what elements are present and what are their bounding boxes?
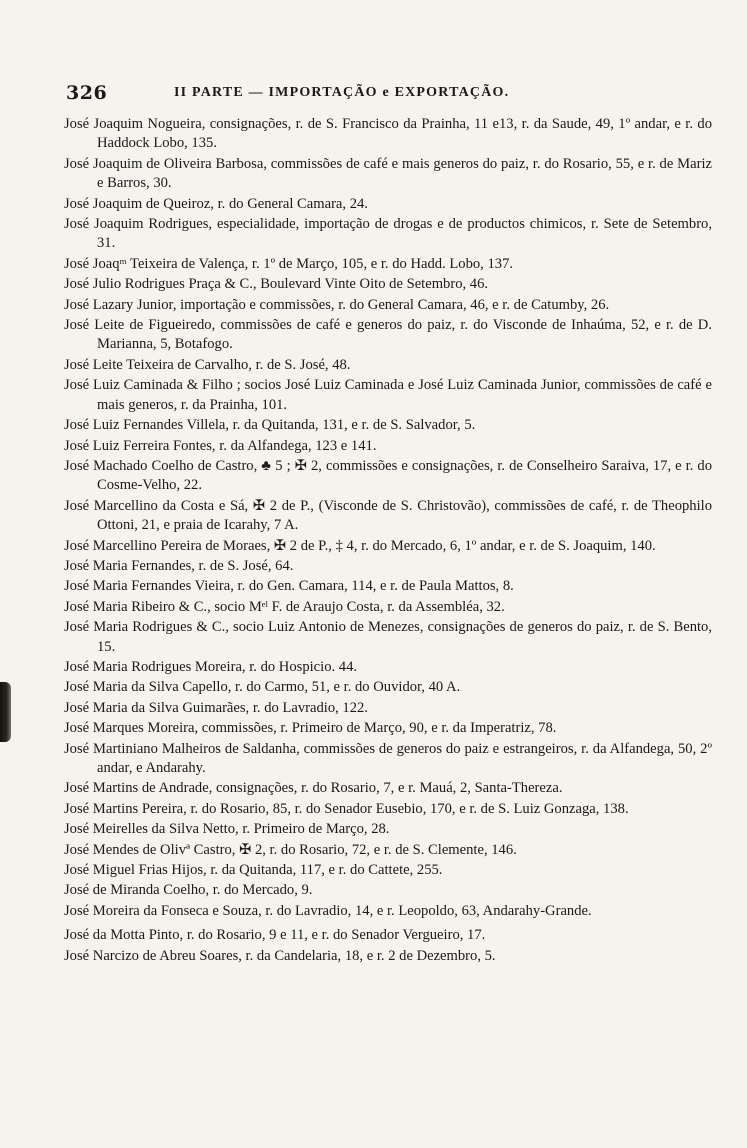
directory-entry: José Leite de Figueiredo, commissões de café e generos do paiz, r. do Visconde de Inhaúma, 52, e r. de D. Marianna, 5, Botafogo.: [64, 317, 712, 353]
directory-entry: José Martins de Andrade, consignações, r. do Rosario, 7, e r. Mauá, 2, Santa-Thereza.: [64, 780, 563, 797]
directory-entry: José Joaqᵐ Teixeira de Valença, r. 1º de Março, 105, e r. do Hadd. Lobo, 137.: [64, 255, 514, 272]
directory-entry: José Luiz Caminada & Filho ; socios José Luiz Caminada e José Luiz Caminada Junior, commissões de café e mais generos, r. da Prainha, 101.: [64, 377, 712, 413]
directory-entry: José Maria Ribeiro & C., socio Mᵉˡ F. de Araujo Costa, r. da Assembléa, 32.: [64, 598, 505, 615]
directory-entry: José Joaquim de Queiroz, r. do General Camara, 24.: [64, 195, 368, 212]
directory-entry: José Maria da Silva Capello, r. do Carmo, 51, e r. do Ouvidor, 40 A.: [64, 679, 461, 696]
directory-entry: José de Miranda Coelho, r. do Mercado, 9.: [64, 882, 313, 899]
running-title: II PARTE — IMPORTAÇÃO e EXPORTAÇÃO.: [174, 85, 510, 100]
directory-entry: José Meirelles da Silva Netto, r. Primeiro de Março, 28.: [64, 821, 390, 838]
directory-entry: José Maria Rodrigues & C., socio Luiz Antonio de Menezes, consignações de generos do paiz, r. de S. Bento, 15.: [64, 619, 712, 655]
directory-entry: José Marques Moreira, commissões, r. Primeiro de Março, 90, e r. da Imperatriz, 78.: [64, 720, 557, 737]
binding-edge: [0, 682, 11, 742]
directory-entry: José Narcizo de Abreu Soares, r. da Candelaria, 18, e r. 2 de Dezembro, 5.: [64, 947, 496, 964]
directory-entry: José Maria Fernandes Vieira, r. do Gen. Camara, 114, e r. de Paula Mattos, 8.: [64, 578, 514, 595]
directory-entry: José Martiniano Malheiros de Saldanha, commissões de generos do paiz e estrangeiros, r. da Alfandega, 50, 2º andar, e Andarahy.: [64, 740, 712, 776]
directory-entry: José Machado Coelho de Castro, ♣ 5 ; ✠ 2, commissões e consignações, r. de Conselheiro Saraiva, 17, e r. do Cosme-Velho, 22.: [64, 457, 712, 494]
directory-entry: José Miguel Frias Hijos, r. da Quitanda, 117, e r. do Cattete, 255.: [64, 862, 443, 879]
directory-entry: José Luiz Fernandes Villela, r. da Quitanda, 131, e r. de S. Salvador, 5.: [64, 417, 476, 434]
directory-entry: José Maria Fernandes, r. de S. José, 64.: [64, 557, 294, 574]
page-header: [66, 82, 706, 108]
directory-entry: José Maria da Silva Guimarães, r. do Lavradio, 122.: [64, 699, 368, 716]
directory-entry: José Joaquim Nogueira, consignações, r. de S. Francisco da Prainha, 11 e13, r. da Saude, 49, 1º andar, e r. do Haddock Lobo, 135.: [64, 116, 712, 152]
directory-entry: José Maria Rodrigues Moreira, r. do Hospicio. 44.: [64, 658, 358, 675]
directory-entry: José Luiz Ferreira Fontes, r. da Alfandega, 123 e 141.: [64, 437, 377, 454]
directory-entry: José Martins Pereira, r. do Rosario, 85, r. do Senador Eusebio, 170, e r. de S. Luiz Gonzaga, 138.: [64, 800, 629, 817]
directory-entry: José Julio Rodrigues Praça & C., Boulevard Vinte Oito de Setembro, 46.: [64, 276, 489, 293]
directory-entry: José Joaquim de Oliveira Barbosa, commissões de café e mais generos do paiz, r. do Rosario, 55, e r. de Mariz e Barros, 30.: [64, 155, 712, 192]
directory-entry: José Marcellino Pereira de Moraes, ✠ 2 de P., ‡ 4, r. do Mercado, 6, 1º andar, e r. de S. Joaquim, 140.: [64, 537, 656, 554]
directory-entry: José da Motta Pinto, r. do Rosario, 9 e 11, e r. do Senador Vergueiro, 17.: [64, 927, 486, 944]
directory-entry: José Lazary Junior, importação e commissões, r. do General Camara, 46, e r. de Catumby, 26.: [64, 296, 610, 313]
directory-entry: José Marcellino da Costa e Sá, ✠ 2 de P., (Visconde de S. Christovão), commissões de café, r. de Theophilo Ottoni, 21, e praia de Icarahy, 7 A.: [64, 497, 712, 534]
page-number: 326: [66, 82, 108, 104]
directory-entry: José Joaquim Rodrigues, especialidade, importação de drogas e de productos chimicos, r. Sete de Setembro, 31.: [64, 216, 712, 252]
directory-entry: José Moreira da Fonseca e Souza, r. do Lavradio, 14, e r. Leopoldo, 63, Andarahy-Grande.: [64, 902, 592, 919]
directory-entry: José Leite Teixeira de Carvalho, r. de S. José, 48.: [64, 356, 351, 373]
directory-entry: José Mendes de Olivª Castro, ✠ 2, r. do Rosario, 72, e r. de S. Clemente, 146.: [64, 841, 517, 858]
directory-entries: [64, 115, 712, 967]
